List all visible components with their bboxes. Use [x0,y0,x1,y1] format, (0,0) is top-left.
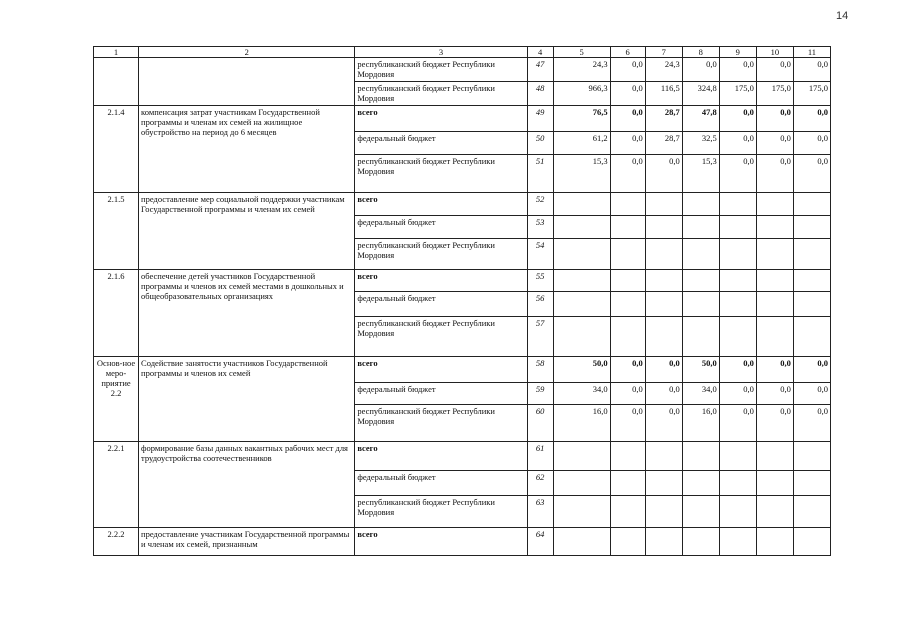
value-cell: 0,0 [719,132,756,155]
code-cell: 2.1.5 [94,193,139,270]
line-number: 49 [527,106,553,132]
line-number: 55 [527,270,553,292]
source-cell: республиканский бюджет Республики Мордовия [355,82,527,106]
value-cell: 34,0 [553,383,610,405]
column-number: 9 [719,47,756,58]
line-number: 53 [527,216,553,239]
source-cell: федеральный бюджет [355,383,527,405]
value-cell: 0,0 [719,155,756,193]
value-cell: 50,0 [553,357,610,383]
source-cell: федеральный бюджет [355,292,527,317]
line-number: 59 [527,383,553,405]
column-number-row [94,47,831,58]
value-cell: 175,0 [719,82,756,106]
column-number: 10 [756,47,793,58]
column-number: 1 [94,47,139,58]
column-number: 8 [682,47,719,58]
line-number: 56 [527,292,553,317]
source-cell: республиканский бюджет Республики Мордовия [355,496,527,528]
line-number: 64 [527,528,553,556]
value-cell: 0,0 [793,357,830,383]
value-cell: 16,0 [682,405,719,442]
line-number: 62 [527,471,553,496]
value-cell: 0,0 [793,106,830,132]
activity-name-cell: предоставление мер социальной поддержки участникам Государственной программы и членам их семей [139,193,355,270]
value-cell: 24,3 [553,58,610,82]
value-cell: 32,5 [682,132,719,155]
source-cell: всего [355,442,527,471]
value-cell: 0,0 [793,155,830,193]
table-row [94,442,831,471]
value-cell: 0,0 [756,155,793,193]
value-cell: 0,0 [719,383,756,405]
value-cell: 0,0 [645,155,682,193]
source-cell: федеральный бюджет [355,471,527,496]
source-cell: всего [355,270,527,292]
source-cell: республиканский бюджет Республики Мордовия [355,155,527,193]
source-cell: республиканский бюджет Республики Мордовия [355,317,527,357]
value-cell: 0,0 [793,132,830,155]
value-cell: 61,2 [553,132,610,155]
value-cell: 50,0 [682,357,719,383]
budget-table [93,46,831,556]
table-row [94,106,831,132]
value-cell: 0,0 [719,357,756,383]
value-cell: 28,7 [645,132,682,155]
table-row [94,357,831,383]
value-cell: 0,0 [645,383,682,405]
line-number: 57 [527,317,553,357]
column-number: 2 [139,47,355,58]
value-cell: 0,0 [719,405,756,442]
column-number: 11 [793,47,830,58]
table-row [94,528,831,556]
page-number: 14 [836,10,849,22]
line-number: 63 [527,496,553,528]
line-number: 58 [527,357,553,383]
value-cell: 0,0 [756,58,793,82]
value-cell: 324,8 [682,82,719,106]
source-cell: всего [355,193,527,216]
source-cell: всего [355,357,527,383]
table-row [94,193,831,216]
line-number: 61 [527,442,553,471]
column-number: 4 [527,47,553,58]
value-cell: 0,0 [756,357,793,383]
value-cell: 0,0 [645,357,682,383]
value-cell: 0,0 [793,405,830,442]
value-cell: 0,0 [610,82,645,106]
value-cell: 0,0 [610,357,645,383]
value-cell: 0,0 [793,58,830,82]
line-number: 60 [527,405,553,442]
value-cell: 0,0 [610,155,645,193]
value-cell: 0,0 [719,106,756,132]
source-cell: республиканский бюджет Республики Мордовия [355,239,527,270]
value-cell: 966,3 [553,82,610,106]
activity-name-cell: предоставление участникам Государственной программы и членам их семей, признанным [139,528,355,556]
source-cell: республиканский бюджет Республики Мордовия [355,405,527,442]
activity-name-cell: формирование базы данных вакантных рабочих мест для трудоустройства соотечественников [139,442,355,528]
activity-name-cell [139,58,355,106]
line-number: 52 [527,193,553,216]
value-cell: 0,0 [610,58,645,82]
line-number: 51 [527,155,553,193]
table-row [94,270,831,292]
value-cell: 116,5 [645,82,682,106]
value-cell: 34,0 [682,383,719,405]
activity-name-cell: обеспечение детей участников Государственной программы и членов их семей местами в дошкольных и общеобразовательных организациях [139,270,355,357]
code-cell: 2.1.4 [94,106,139,193]
line-number: 54 [527,239,553,270]
value-cell: 16,0 [553,405,610,442]
activity-name-cell: Содействие занятости участников Государственной программы и членов их семей [139,357,355,442]
source-cell: всего [355,528,527,556]
value-cell: 0,0 [610,405,645,442]
code-cell: 2.2.1 [94,442,139,528]
activity-name-cell: компенсация затрат участникам Государственной программы и членам их семей на жилищное обустройство на период до 6 месяцев [139,106,355,193]
value-cell: 15,3 [682,155,719,193]
line-number: 47 [527,58,553,82]
value-cell: 175,0 [756,82,793,106]
source-cell: федеральный бюджет [355,216,527,239]
value-cell: 0,0 [756,405,793,442]
code-cell: 2.2.2 [94,528,139,556]
value-cell: 76,5 [553,106,610,132]
code-cell [94,58,139,106]
table-row [94,58,831,82]
value-cell: 0,0 [610,383,645,405]
line-number: 48 [527,82,553,106]
value-cell: 0,0 [719,58,756,82]
value-cell: 0,0 [793,383,830,405]
value-cell: 28,7 [645,106,682,132]
source-cell: федеральный бюджет [355,132,527,155]
column-number: 6 [610,47,645,58]
column-number: 3 [355,47,527,58]
code-cell: 2.1.6 [94,270,139,357]
value-cell: 0,0 [610,132,645,155]
value-cell: 175,0 [793,82,830,106]
value-cell: 0,0 [610,106,645,132]
column-number: 7 [645,47,682,58]
source-cell: всего [355,106,527,132]
column-number: 5 [553,47,610,58]
source-cell: республиканский бюджет Республики Мордовия [355,58,527,82]
code-cell: Основ-ное меро-приятие 2.2 [94,357,139,442]
value-cell: 0,0 [756,383,793,405]
value-cell: 0,0 [645,405,682,442]
value-cell: 0,0 [756,106,793,132]
value-cell: 15,3 [553,155,610,193]
line-number: 50 [527,132,553,155]
value-cell: 24,3 [645,58,682,82]
value-cell: 47,8 [682,106,719,132]
value-cell: 0,0 [756,132,793,155]
value-cell: 0,0 [682,58,719,82]
